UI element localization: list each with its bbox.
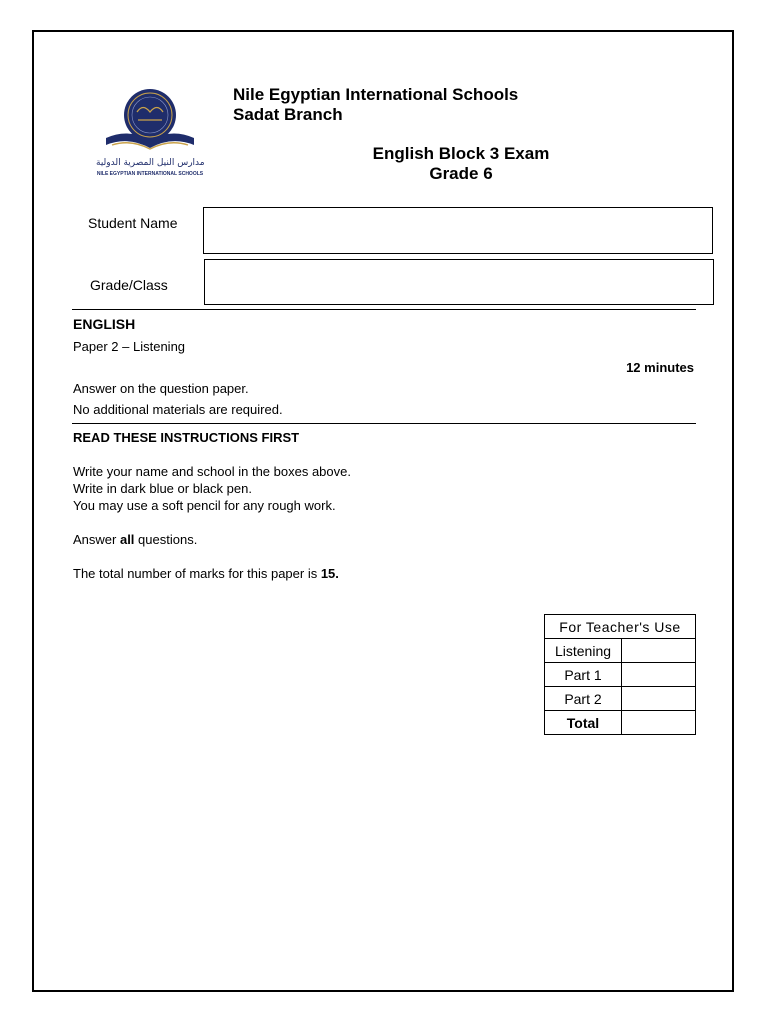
instructions-heading: READ THESE INSTRUCTIONS FIRST — [73, 430, 300, 445]
answer-on-paper: Answer on the question paper. — [73, 381, 249, 396]
materials-note: No additional materials are required. — [73, 402, 283, 417]
grade-class-label: Grade/Class — [90, 277, 168, 293]
school-header — [233, 85, 518, 125]
teacher-table-row — [545, 711, 696, 735]
answer-all-suffix: questions. — [134, 532, 198, 547]
teacher-table-heading: For Teacher's Use — [545, 615, 696, 639]
answer-all-prefix: Answer — [73, 532, 120, 547]
teacher-table-label: Part 1 — [545, 663, 622, 687]
teacher-table-mark-cell[interactable] — [622, 687, 696, 711]
teacher-table-row — [545, 687, 696, 711]
teacher-table-header-row — [545, 615, 696, 639]
teacher-table-total-label: Total — [545, 711, 622, 735]
teacher-table-row — [545, 639, 696, 663]
answer-all-emphasis: all — [119, 532, 135, 547]
instruction-line: You may use a soft pencil for any rough work. — [73, 498, 336, 513]
school-logo — [90, 88, 210, 183]
school-logo-emblem — [90, 88, 210, 183]
grade-title: Grade 6 — [429, 164, 493, 183]
grade-class-field[interactable] — [204, 259, 714, 305]
teacher-table-label: Listening — [545, 639, 622, 663]
divider-top — [72, 309, 696, 310]
instruction-line: Write your name and school in the boxes above. — [73, 464, 351, 479]
logo-arabic-text: مدارس النيل المصرية الدولية — [96, 158, 205, 168]
divider-instructions — [72, 423, 696, 424]
student-name-field[interactable] — [203, 207, 713, 254]
total-marks-value: 15. — [320, 566, 339, 581]
teacher-table-label: Part 2 — [545, 687, 622, 711]
school-name: Nile Egyptian International Schools — [233, 85, 519, 104]
exam-title: English Block 3 Exam — [372, 144, 550, 163]
answer-all-instruction — [73, 532, 197, 547]
teacher-table-row — [545, 663, 696, 687]
instruction-line: Write in dark blue or black pen. — [73, 481, 252, 496]
branch-name: Sadat Branch — [233, 105, 343, 124]
exam-heading — [330, 144, 592, 184]
paper-duration: 12 minutes — [626, 360, 694, 375]
subject-heading: ENGLISH — [73, 316, 136, 332]
teacher-table-mark-cell[interactable] — [622, 639, 696, 663]
paper-name: Paper 2 – Listening — [73, 339, 186, 354]
teacher-table-total-cell[interactable] — [622, 711, 696, 735]
total-marks-prefix: The total number of marks for this paper is — [73, 566, 321, 581]
teacher-table-mark-cell[interactable] — [622, 663, 696, 687]
total-marks-instruction — [73, 566, 339, 581]
student-name-label: Student Name — [88, 215, 178, 231]
logo-english-text: NILE EGYPTIAN INTERNATIONAL SCHOOLS — [96, 171, 204, 177]
teacher-use-table — [544, 614, 696, 735]
